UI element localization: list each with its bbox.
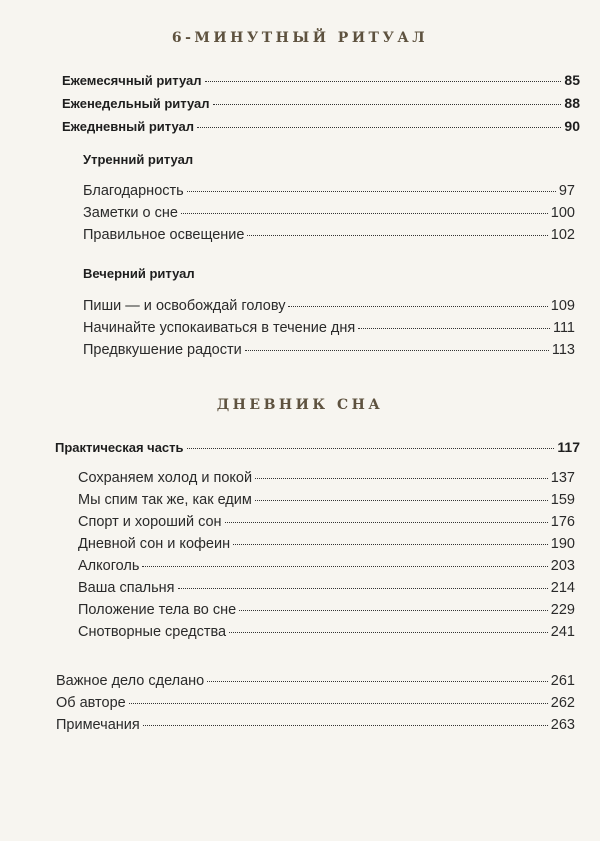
toc-entry-label: Пиши — и освобождай голову — [83, 298, 286, 314]
toc-entry-label: Ежедневный ритуал — [62, 119, 194, 134]
leader-dots — [142, 565, 547, 567]
toc-entry[interactable] — [78, 624, 575, 644]
toc-entry[interactable] — [78, 558, 575, 578]
toc-entry-label: Начинайте успокаиваться в течение дня — [83, 320, 356, 336]
leader-dots — [213, 103, 562, 105]
toc-entry[interactable] — [62, 72, 580, 92]
toc-entry-page: 261 — [550, 673, 575, 689]
toc-entry-label: Об авторе — [56, 695, 126, 711]
toc-entry-page: 90 — [564, 118, 580, 134]
toc-entry-page: 241 — [550, 624, 575, 640]
leader-dots — [247, 234, 547, 236]
toc-entry-page: 229 — [550, 602, 575, 618]
toc-entry[interactable] — [62, 95, 580, 115]
toc-entry[interactable] — [78, 536, 575, 556]
subgroup-heading-evening: Вечерний ритуал — [83, 266, 195, 281]
leader-dots — [255, 477, 548, 479]
toc-entry[interactable] — [55, 439, 580, 459]
leader-dots — [255, 499, 548, 501]
leader-dots — [143, 724, 548, 726]
leader-dots — [288, 305, 547, 307]
toc-entry-label: Практическая часть — [55, 440, 184, 455]
toc-entry-label: Дневной сон и кофеин — [78, 536, 231, 552]
leader-dots — [187, 447, 555, 449]
toc-entry[interactable] — [78, 492, 575, 512]
toc-entry-page: 176 — [550, 514, 575, 530]
toc-entry-page: 111 — [552, 320, 575, 336]
toc-entry[interactable] — [83, 227, 575, 247]
leader-dots — [358, 327, 550, 329]
toc-entry-page: 263 — [550, 717, 575, 733]
toc-entry[interactable] — [83, 342, 575, 362]
toc-entry-label: Примечания — [56, 717, 140, 733]
toc-entry[interactable] — [56, 717, 575, 737]
toc-entry-page: 113 — [551, 342, 575, 358]
toc-entry-page: 109 — [550, 298, 575, 314]
toc-entry-page: 102 — [550, 227, 575, 243]
toc-entry-label: Благодарность — [83, 183, 184, 199]
subgroup-heading-morning: Утренний ритуал — [83, 152, 194, 167]
leader-dots — [129, 702, 548, 704]
leader-dots — [233, 543, 548, 545]
toc-entry[interactable] — [62, 118, 580, 138]
toc-entry[interactable] — [83, 205, 575, 225]
toc-entry-page: 214 — [550, 580, 575, 596]
toc-entry-page: 97 — [558, 183, 575, 199]
toc-entry-page: 88 — [564, 95, 580, 111]
toc-entry-page: 159 — [550, 492, 575, 508]
toc-entry-label: Сохраняем холод и покой — [78, 470, 253, 486]
toc-entry-page: 137 — [550, 470, 575, 486]
toc-entry-label: Снотворные средства — [78, 624, 227, 640]
section-title-sleep-diary: ДНЕВНИК СНА — [216, 397, 384, 413]
leader-dots — [239, 609, 548, 611]
toc-entry-page: 190 — [550, 536, 575, 552]
toc-entry-label: Предвкушение радости — [83, 342, 242, 358]
section-title-ritual: 6-МИНУТНЫЙ РИТУАЛ — [171, 30, 429, 46]
toc-entry[interactable] — [56, 695, 575, 715]
toc-entry-label: Мы спим так же, как едим — [78, 492, 252, 508]
toc-entry-page: 203 — [550, 558, 575, 574]
toc-entry-label: Правильное освещение — [83, 227, 245, 243]
toc-entry-label: Ваша спальня — [78, 580, 175, 596]
leader-dots — [225, 521, 548, 523]
toc-entry-page: 85 — [564, 72, 580, 88]
toc-entry-label: Заметки о сне — [83, 205, 178, 221]
toc-entry[interactable] — [78, 602, 575, 622]
toc-entry-page: 262 — [550, 695, 575, 711]
toc-entry[interactable] — [83, 298, 575, 318]
toc-entry-label: Ежемесячный ритуал — [62, 73, 202, 88]
leader-dots — [245, 349, 549, 351]
toc-entry-label: Алкоголь — [78, 558, 140, 574]
toc-entry-label: Спорт и хороший сон — [78, 514, 222, 530]
leader-dots — [181, 212, 548, 214]
toc-entry[interactable] — [56, 673, 575, 693]
toc-entry[interactable] — [83, 183, 575, 203]
leader-dots — [207, 680, 548, 682]
toc-entry-page: 100 — [550, 205, 575, 221]
toc-entry-label: Еженедельный ритуал — [62, 96, 210, 111]
toc-entry-page: 117 — [557, 439, 580, 455]
leader-dots — [205, 80, 562, 82]
leader-dots — [178, 587, 548, 589]
leader-dots — [187, 190, 556, 192]
leader-dots — [229, 631, 548, 633]
toc-entry[interactable] — [78, 514, 575, 534]
leader-dots — [197, 126, 561, 128]
toc-entry[interactable] — [78, 580, 575, 600]
toc-entry-label: Положение тела во сне — [78, 602, 237, 618]
toc-entry[interactable] — [78, 470, 575, 490]
toc-entry[interactable] — [83, 320, 575, 340]
toc-entry-label: Важное дело сделано — [56, 673, 205, 689]
